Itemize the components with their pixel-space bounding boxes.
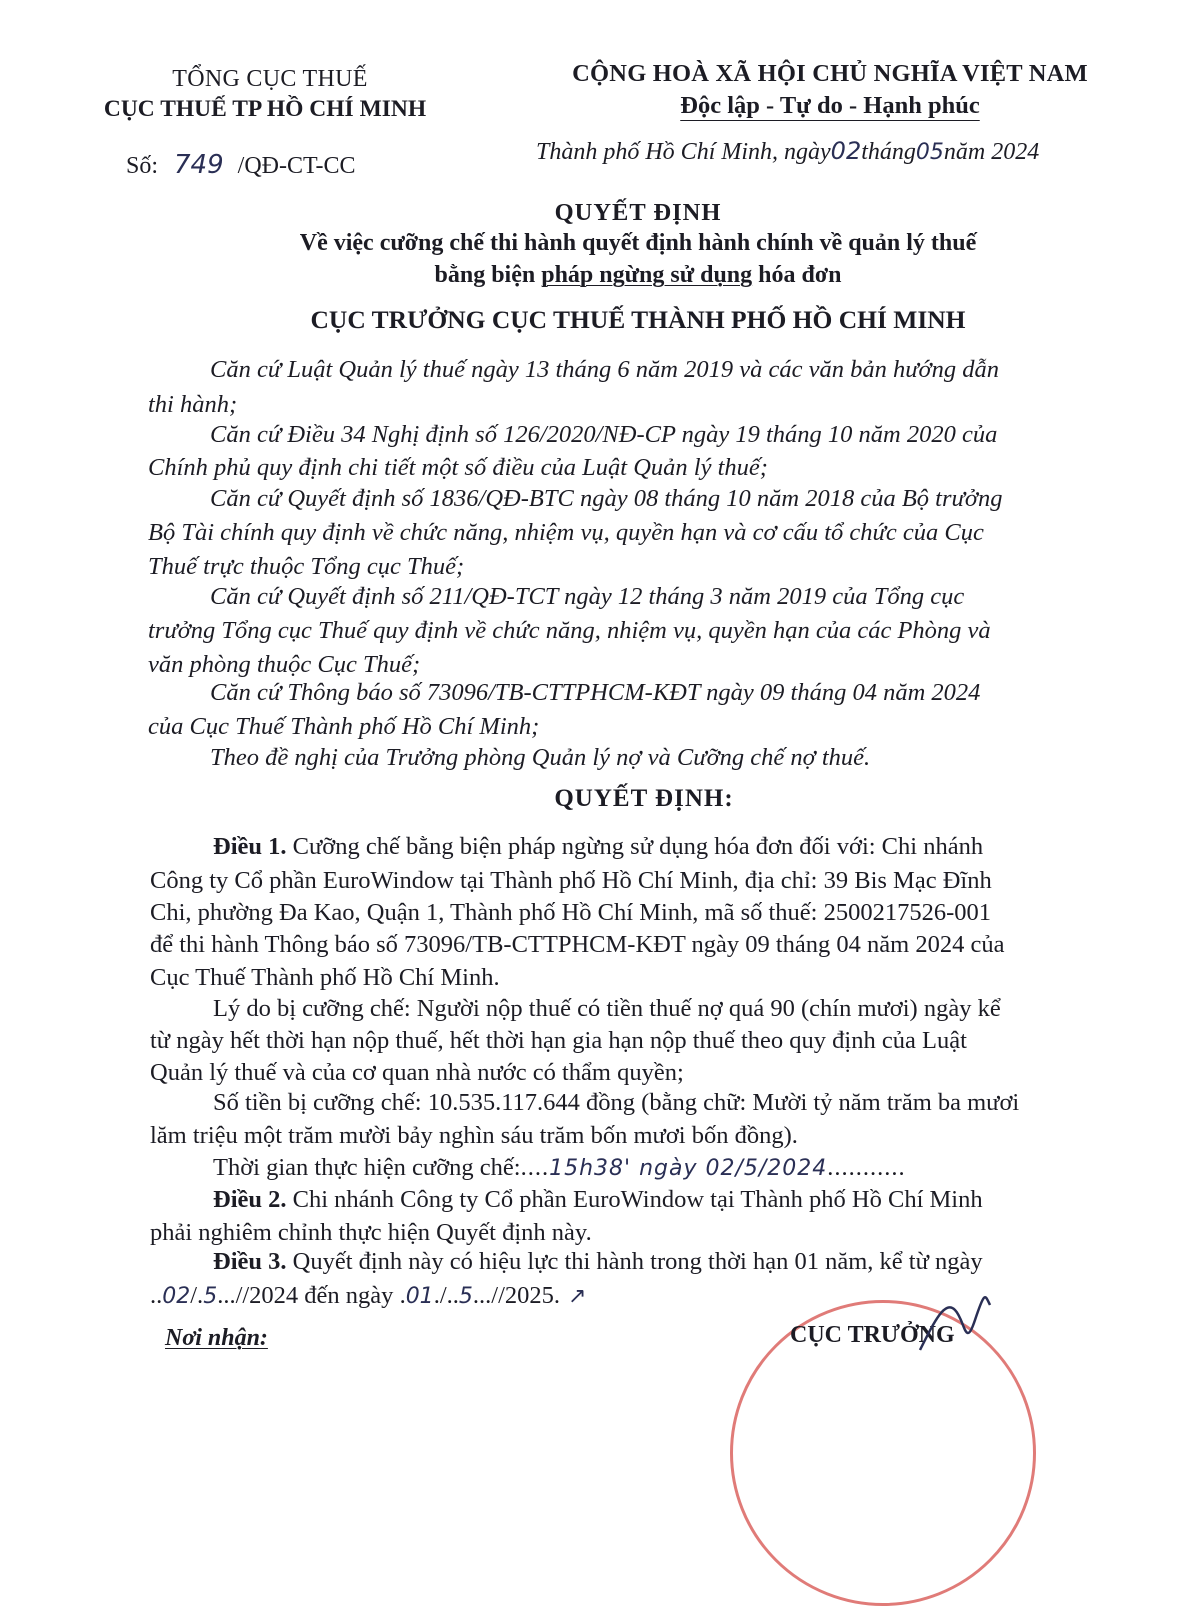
subject-underlined: pháp ngừng sử dụng — [541, 262, 753, 288]
decision-heading: QUYẾT ĐỊNH: — [554, 785, 734, 812]
basis-line: Căn cứ Luật Quản lý thuế ngày 13 tháng 6 năm 2019 và các văn bản hướng dẫn — [210, 356, 1000, 383]
article-2-line: Điều 2. Chi nhánh Công ty Cổ phần EuroWindow tại Thành phố Hồ Chí Minh — [213, 1186, 983, 1213]
handwritten-from-day: 02 — [162, 1284, 191, 1309]
article-1-line: Điều 1. Cưỡng chế bằng biện pháp ngừng sử dụng hóa đơn đối với: Chi nhánh — [213, 833, 984, 860]
article-1-label: Điều 1. — [213, 833, 287, 860]
article-1-line: Cục Thuế Thành phố Hồ Chí Minh. — [150, 964, 500, 991]
number-handwritten: 749 — [174, 150, 224, 180]
number-label: Số: — [126, 153, 159, 179]
article-1-line: để thi hành Thông báo số 73096/TB-CTTPHCM-KĐT ngày 09 tháng 04 năm 2024 của — [150, 931, 1005, 958]
basis-line: Theo đề nghị của Trưởng phòng Quản lý nợ và Cưỡng chế nợ thuế. — [210, 744, 871, 771]
basis-line: Chính phủ quy định chi tiết một số điều của Luật Quản lý thuế; — [148, 454, 768, 481]
handwritten-to-month: 5 — [458, 1284, 473, 1309]
reason-line: Quản lý thuế và của cơ quan nhà nước có thẩm quyền; — [150, 1059, 684, 1086]
subject-line-1: Về việc cưỡng chế thi hành quyết định hành chính về quản lý thuế — [299, 230, 977, 256]
document-number — [126, 150, 355, 180]
initials-mark: ↗ — [568, 1284, 587, 1309]
recipients-label: Nơi nhận: — [165, 1325, 268, 1351]
article-2-line: phải nghiêm chỉnh thực hiện Quyết định này. — [150, 1219, 592, 1246]
article-2-label: Điều 2. — [213, 1186, 287, 1213]
basis-line: của Cục Thuế Thành phố Hồ Chí Minh; — [148, 713, 540, 740]
handwritten-day: 02 — [830, 137, 862, 165]
amount-line: Số tiền bị cưỡng chế: 10.535.117.644 đồng (bằng chữ: Mười tỷ năm trăm ba mươi — [213, 1089, 1020, 1116]
country-name: CỘNG HOÀ XÃ HỘI CHỦ NGHĨA VIỆT NAM — [572, 60, 1088, 87]
enforcement-time: Thời gian thực hiện cưỡng chế:....15h38' ngày 02/5/2024........... — [213, 1154, 906, 1181]
handwritten-to-day: 01 — [405, 1284, 434, 1309]
issuing-authority: CỤC TRƯỞNG CỤC THUẾ THÀNH PHỐ HỒ CHÍ MINH — [310, 305, 966, 334]
validity-dates: ..02/.5...//2024 đến ngày .01./..5...//2025. ↗ — [150, 1282, 587, 1309]
basis-line: Căn cứ Quyết định số 211/QĐ-TCT ngày 12 tháng 3 năm 2019 của Tổng cục — [210, 583, 965, 610]
handwritten-month: 05 — [915, 140, 944, 165]
national-motto: Độc lập - Tự do - Hạnh phúc — [680, 92, 980, 119]
issue-date: Thành phố Hồ Chí Minh, ngày02tháng05năm 2024 — [536, 137, 1040, 165]
basis-line: thi hành; — [148, 391, 238, 418]
signature-mark — [915, 1290, 995, 1356]
basis-line: trưởng Tổng cục Thuế quy định về chức năng, nhiệm vụ, quyền hạn của các Phòng và — [148, 617, 991, 644]
basis-line: Thuế trực thuộc Tổng cục Thuế; — [148, 553, 465, 580]
number-suffix: /QĐ-CT-CC — [237, 153, 356, 179]
agency-parent: TỔNG CỤC THUẾ — [172, 66, 368, 92]
article-1-line: Công ty Cổ phần EuroWindow tại Thành phố Hồ Chí Minh, địa chỉ: 39 Bis Mạc Đĩnh — [150, 867, 992, 894]
document-type: QUYẾT ĐỊNH — [554, 199, 722, 226]
subject-line-2: bằng biện pháp ngừng sử dụng hóa đơn — [434, 262, 842, 288]
amount-line: lăm triệu một trăm mười bảy nghìn sáu trăm bốn mươi bốn đồng). — [150, 1122, 798, 1149]
basis-line: văn phòng thuộc Cục Thuế; — [148, 651, 421, 678]
basis-line: Căn cứ Thông báo số 73096/TB-CTTPHCM-KĐT ngày 09 tháng 04 năm 2024 — [210, 679, 981, 706]
article-1-line: Chi, phường Đa Kao, Quận 1, Thành phố Hồ Chí Minh, mã số thuế: 2500217526-001 — [150, 899, 992, 926]
handwritten-from-month: 5 — [203, 1284, 218, 1309]
reason-line: từ ngày hết thời hạn nộp thuế, hết thời hạn gia hạn nộp thuế theo quy định của Luật — [150, 1027, 967, 1054]
signer-title: CỤC TRƯỞNG — [790, 1322, 955, 1348]
agency-name: CỤC THUẾ TP HỒ CHÍ MINH — [103, 96, 427, 122]
handwritten-time: 15h38' ngày 02/5/2024 — [549, 1156, 828, 1181]
article-3-label: Điều 3. — [213, 1248, 287, 1275]
basis-line: Bộ Tài chính quy định về chức năng, nhiệm vụ, quyền hạn và cơ cấu tổ chức của Cục — [148, 519, 984, 546]
reason-line: Lý do bị cưỡng chế: Người nộp thuế có tiền thuế nợ quá 90 (chín mươi) ngày kể — [213, 995, 1001, 1022]
article-3-line: Điều 3. Quyết định này có hiệu lực thi hành trong thời hạn 01 năm, kể từ ngày — [213, 1248, 983, 1275]
basis-line: Căn cứ Quyết định số 1836/QĐ-BTC ngày 08 tháng 10 năm 2018 của Bộ trưởng — [210, 485, 1003, 512]
basis-line: Căn cứ Điều 34 Nghị định số 126/2020/NĐ-CP ngày 19 tháng 10 năm 2020 của — [210, 421, 998, 448]
